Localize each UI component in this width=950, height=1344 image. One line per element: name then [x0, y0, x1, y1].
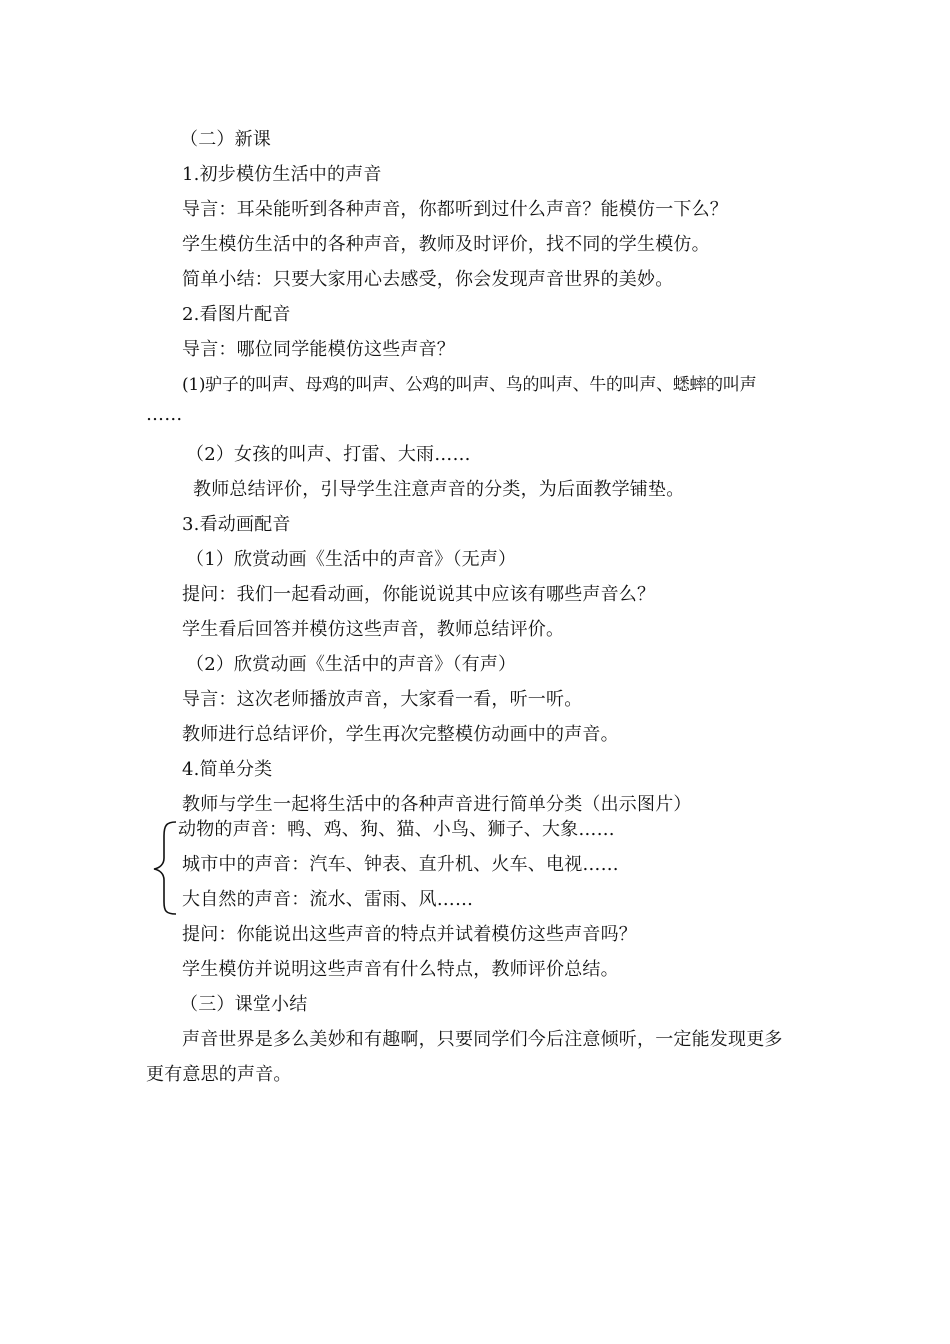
paragraph: 导言：哪位同学能模仿这些声音？	[182, 339, 455, 360]
paragraph: 学生模仿生活中的各种声音，教师及时评价，找不同的学生模仿。	[182, 234, 710, 255]
paragraph-continuation: ……	[146, 404, 183, 425]
paragraph: （2）女孩的叫声、打雷、大雨……	[186, 444, 471, 465]
section-heading: （三）课堂小结	[180, 994, 308, 1015]
paragraph: (1)驴子的叫声、母鸡的叫声、公鸡的叫声、鸟的叫声、牛的叫声、蟋蟀的叫声	[182, 375, 757, 395]
paragraph: 导言：耳朵能听到各种声音，你都听到过什么声音？能模仿一下么？	[182, 199, 728, 220]
section-heading: （二）新课	[180, 129, 271, 150]
subsection-heading: 3.看动画配音	[182, 514, 291, 535]
paragraph: 声音世界是多么美妙和有趣啊，只要同学们今后注意倾听，一定能发现更多	[182, 1029, 783, 1050]
paragraph: 导言：这次老师播放声音，大家看一看，听一听。	[182, 689, 583, 710]
category-item: 动物的声音：鸭、鸡、狗、猫、小鸟、狮子、大象……	[178, 819, 615, 840]
paragraph: 简单小结：只要大家用心去感受，你会发现声音世界的美妙。	[182, 269, 674, 290]
paragraph: （2）欣赏动画《生活中的声音》（有声）	[186, 654, 517, 675]
paragraph: 教师进行总结评价，学生再次完整模仿动画中的声音。	[182, 724, 619, 745]
paragraph: 教师总结评价，引导学生注意声音的分类，为后面教学铺垫。	[193, 479, 685, 500]
paragraph: 学生模仿并说明这些声音有什么特点，教师评价总结。	[182, 959, 619, 980]
subsection-heading: 1.初步模仿生活中的声音	[182, 164, 382, 185]
category-item: 城市中的声音：汽车、钟表、直升机、火车、电视……	[182, 854, 619, 875]
paragraph: 提问：你能说出这些声音的特点并试着模仿这些声音吗？	[182, 924, 637, 945]
paragraph-continuation: 更有意思的声音。	[146, 1064, 292, 1085]
paragraph: （1）欣赏动画《生活中的声音》（无声）	[186, 549, 517, 570]
subsection-heading: 2.看图片配音	[182, 304, 291, 325]
subsection-heading: 4.简单分类	[182, 759, 273, 780]
category-item: 大自然的声音：流水、雷雨、风……	[182, 889, 474, 910]
paragraph: 学生看后回答并模仿这些声音，教师总结评价。	[182, 619, 565, 640]
paragraph: 教师与学生一起将生活中的各种声音进行简单分类（出示图片）	[182, 794, 692, 815]
paragraph: 提问：我们一起看动画，你能说说其中应该有哪些声音么？	[182, 584, 656, 605]
